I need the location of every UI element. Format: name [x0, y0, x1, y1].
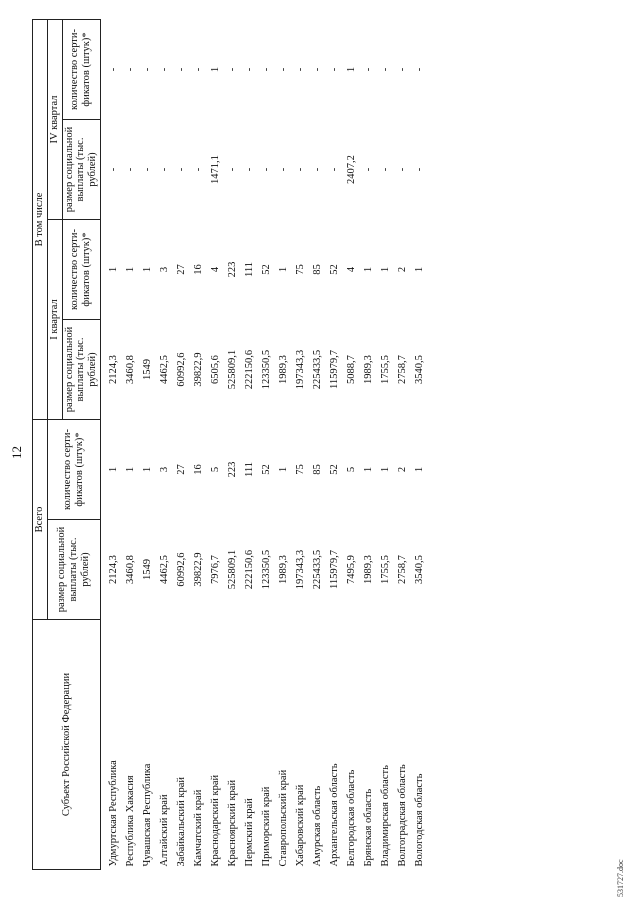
- region-name-cell: Краснодарский край: [209, 774, 221, 867]
- q4-sum-cell: -: [328, 167, 340, 172]
- q1-sum-cell: 2758,7: [396, 355, 408, 384]
- total-sum-cell: 197343,3: [294, 549, 306, 590]
- q4-sum-cell: -: [396, 167, 408, 172]
- q1-sum-cell: 1989,3: [362, 355, 374, 384]
- q4-sum-cell: -: [362, 167, 374, 172]
- q1-cnt-cell: 52: [328, 264, 340, 275]
- q4-sum-cell: -: [243, 167, 255, 172]
- q1-sum-cell: 1755,5: [379, 355, 391, 384]
- total-sum-cell: 39822,9: [192, 552, 204, 587]
- table-row: [190, 19, 207, 869]
- table-row: [377, 19, 394, 869]
- q1-sum-cell: 60992,6: [175, 352, 187, 387]
- q4-cnt-cell: -: [192, 67, 204, 72]
- region-name-cell: Пермский край: [243, 798, 255, 867]
- q4-cnt-cell: -: [141, 67, 153, 72]
- header-total-payment: размер социальной выплаты (тыс. рублей): [47, 520, 100, 620]
- total-sum-cell: 2124,3: [107, 555, 119, 584]
- q1-cnt-cell: 1: [141, 266, 153, 273]
- region-name-cell: Волгоградская область: [396, 764, 408, 867]
- q1-cnt-cell: 1: [124, 266, 136, 273]
- q1-sum-cell: 115979,7: [328, 350, 340, 389]
- region-name-cell: Амурская область: [311, 785, 323, 867]
- region-name-cell: Вологодская область: [413, 773, 425, 867]
- q1-cnt-cell: 1: [413, 266, 425, 273]
- q4-cnt-cell: -: [277, 67, 289, 72]
- total-cnt-cell: 52: [328, 464, 340, 475]
- table-row: [309, 19, 326, 869]
- q4-cnt-cell: -: [226, 67, 238, 72]
- region-name-cell: Владимирская область: [379, 765, 391, 867]
- total-cnt-cell: 1: [379, 466, 391, 473]
- total-cnt-cell: 5: [345, 466, 357, 473]
- total-sum-cell: 7495,9: [345, 555, 357, 584]
- total-cnt-cell: 111: [243, 462, 255, 477]
- region-name-cell: Хабаровский край: [294, 784, 306, 867]
- q1-cnt-cell: 3: [158, 266, 170, 273]
- q4-cnt-cell: -: [396, 67, 408, 72]
- region-name-cell: Удмуртская Республика: [107, 760, 119, 867]
- q4-sum-cell: -: [175, 167, 187, 172]
- q1-cnt-cell: 4: [345, 266, 357, 273]
- total-sum-cell: 3460,8: [124, 555, 136, 584]
- header-q4: IV квартал: [47, 19, 62, 219]
- q4-sum-cell: -: [277, 167, 289, 172]
- table-row: [139, 19, 156, 869]
- region-name-cell: Чувашская Республика: [141, 763, 153, 867]
- q1-cnt-cell: 1: [277, 266, 289, 273]
- q1-sum-cell: 6505,6: [209, 355, 221, 384]
- total-sum-cell: 60992,6: [175, 552, 187, 587]
- region-name-cell: Архангельская область: [328, 763, 340, 867]
- q4-sum-cell: -: [294, 167, 306, 172]
- q4-sum-cell: -: [107, 167, 119, 172]
- q1-sum-cell: 225433,5: [311, 349, 323, 390]
- total-cnt-cell: 3: [158, 466, 170, 473]
- q4-cnt-cell: -: [413, 67, 425, 72]
- total-cnt-cell: 1: [124, 466, 136, 473]
- header-in-that-number: В том числе: [33, 19, 48, 419]
- table-row: [100, 19, 122, 869]
- q4-sum-cell: -: [158, 167, 170, 172]
- region-name-cell: Забайкальский край: [175, 776, 187, 867]
- q1-sum-cell: 1989,3: [277, 355, 289, 384]
- total-sum-cell: 4462,5: [158, 555, 170, 584]
- region-name-cell: Ставропольский край: [277, 769, 289, 867]
- total-sum-cell: 2758,7: [396, 555, 408, 584]
- total-sum-cell: 7976,7: [209, 555, 221, 584]
- q4-cnt-cell: -: [379, 67, 391, 72]
- total-cnt-cell: 1: [141, 466, 153, 473]
- q4-sum-cell: -: [379, 167, 391, 172]
- q1-sum-cell: 197343,3: [294, 349, 306, 390]
- q1-sum-cell: 2124,3: [107, 355, 119, 384]
- region-name-cell: Алтайский край: [158, 794, 170, 867]
- region-name-cell: Камчатский край: [192, 789, 204, 867]
- q4-cnt-cell: -: [328, 67, 340, 72]
- q1-cnt-cell: 2: [396, 266, 408, 273]
- table-body: [100, 19, 428, 869]
- data-table: [32, 19, 428, 870]
- total-cnt-cell: 16: [192, 464, 204, 475]
- header-total-certificates: количество серти-фикатов (штук)*: [47, 420, 100, 520]
- q1-cnt-cell: 16: [192, 264, 204, 275]
- table-row: [394, 19, 411, 869]
- q4-sum-cell: -: [260, 167, 272, 172]
- table-row: [241, 19, 258, 869]
- table-row: [411, 19, 428, 869]
- table-row: [292, 19, 309, 869]
- q1-sum-cell: 5088,7: [345, 355, 357, 384]
- header-q1-certificates: количество серти-фикатов (штук)*: [62, 220, 100, 320]
- q4-sum-cell: -: [311, 167, 323, 172]
- q1-sum-cell: 3460,8: [124, 355, 136, 384]
- table-row: [258, 19, 275, 869]
- region-name-cell: Белгородская область: [345, 769, 357, 867]
- q4-sum-cell: 2407,2: [345, 155, 357, 184]
- header-q1-payment: размер социальной выплаты (тыс. рублей): [62, 320, 100, 420]
- q1-sum-cell: 4462,5: [158, 355, 170, 384]
- q4-cnt-cell: -: [362, 67, 374, 72]
- table-row: [156, 19, 173, 869]
- q1-cnt-cell: 1: [379, 266, 391, 273]
- q4-cnt-cell: -: [107, 67, 119, 72]
- table-row: [207, 19, 224, 869]
- q4-sum-cell: 1471,1: [209, 155, 221, 184]
- total-sum-cell: 222150,6: [243, 549, 255, 590]
- q1-sum-cell: 123350,5: [260, 349, 272, 390]
- q1-cnt-cell: 223: [226, 261, 238, 278]
- table-row: [326, 19, 343, 869]
- table-row: [173, 19, 190, 869]
- header-q4-payment: размер социальной выплаты (тыс. рублей): [62, 120, 100, 220]
- q1-cnt-cell: 52: [260, 264, 272, 275]
- q4-sum-cell: -: [124, 167, 136, 172]
- total-cnt-cell: 85: [311, 464, 323, 475]
- q1-cnt-cell: 4: [209, 266, 221, 273]
- q4-cnt-cell: -: [175, 67, 187, 72]
- total-cnt-cell: 223: [226, 461, 238, 478]
- q4-cnt-cell: -: [294, 67, 306, 72]
- total-sum-cell: 123350,5: [260, 549, 272, 590]
- total-cnt-cell: 5: [209, 466, 221, 473]
- table-row: [360, 19, 377, 869]
- q4-cnt-cell: -: [260, 67, 272, 72]
- table-row: [224, 19, 241, 869]
- total-cnt-cell: 2: [396, 466, 408, 473]
- page-number: 12: [9, 446, 24, 459]
- table-header: [33, 19, 101, 869]
- q4-sum-cell: -: [413, 167, 425, 172]
- total-cnt-cell: 1: [277, 466, 289, 473]
- q4-cnt-cell: -: [243, 67, 255, 72]
- total-sum-cell: 1755,5: [379, 555, 391, 584]
- q1-cnt-cell: 111: [243, 262, 255, 277]
- q4-cnt-cell: 1: [209, 66, 221, 73]
- q1-cnt-cell: 85: [311, 264, 323, 275]
- header-subject: Субъект Российской Федерации: [33, 620, 101, 870]
- total-cnt-cell: 75: [294, 464, 306, 475]
- header-total: Всего: [33, 420, 48, 620]
- q4-cnt-cell: -: [158, 67, 170, 72]
- total-cnt-cell: 52: [260, 464, 272, 475]
- q4-cnt-cell: -: [124, 67, 136, 72]
- q1-sum-cell: 1549: [141, 359, 153, 380]
- q1-cnt-cell: 27: [175, 264, 187, 275]
- q1-cnt-cell: 1: [362, 266, 374, 273]
- table-row: [275, 19, 292, 869]
- q1-sum-cell: 39822,9: [192, 352, 204, 387]
- total-sum-cell: 1989,3: [362, 555, 374, 584]
- total-sum-cell: 225433,5: [311, 549, 323, 590]
- total-sum-cell: 1989,3: [277, 555, 289, 584]
- total-cnt-cell: 1: [362, 466, 374, 473]
- header-q1: I квартал: [47, 220, 62, 420]
- q4-cnt-cell: 1: [345, 66, 357, 73]
- region-name-cell: Приморский край: [260, 786, 272, 867]
- q1-cnt-cell: 1: [107, 266, 119, 273]
- region-name-cell: Брянская область: [362, 788, 374, 867]
- total-sum-cell: 115979,7: [328, 550, 340, 589]
- total-cnt-cell: 1: [107, 466, 119, 473]
- q4-cnt-cell: -: [311, 67, 323, 72]
- q4-sum-cell: -: [192, 167, 204, 172]
- file-name-footer: 531727.doc: [616, 859, 625, 897]
- q4-sum-cell: -: [141, 167, 153, 172]
- total-sum-cell: 3540,5: [413, 555, 425, 584]
- total-cnt-cell: 27: [175, 464, 187, 475]
- q1-sum-cell: 222150,6: [243, 349, 255, 390]
- total-sum-cell: 1549: [141, 559, 153, 580]
- table-row: [343, 19, 360, 869]
- table-row: [122, 19, 139, 869]
- q4-sum-cell: -: [226, 167, 238, 172]
- total-cnt-cell: 1: [413, 466, 425, 473]
- region-name-cell: Республика Хакасия: [124, 775, 136, 867]
- q1-cnt-cell: 75: [294, 264, 306, 275]
- header-q4-certificates: количество серти-фикатов (штук)*: [62, 19, 100, 119]
- region-name-cell: Красноярский край: [226, 779, 238, 867]
- q1-sum-cell: 3540,5: [413, 355, 425, 384]
- q1-sum-cell: 525809,1: [226, 349, 238, 390]
- total-sum-cell: 525809,1: [226, 549, 238, 590]
